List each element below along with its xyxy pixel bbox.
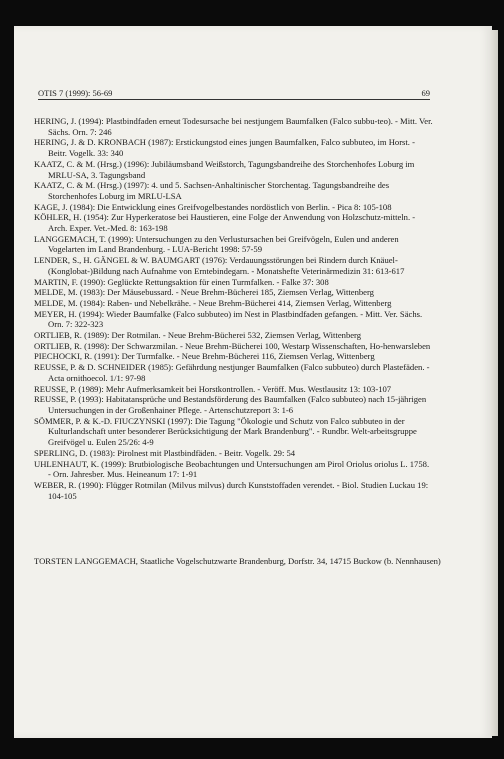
reference-entry: SÖMMER, P. & K.-D. FIUCZYNSKI (1997): Die Tagung "Ökologie und Schutz von Falco subbuteo in der Kulturlandschaft unter besonderer Berücksichtigung der Mark Brandenburg". - Rundbr. Welt-arbeitsgruppe Greifvögel u. Eulen 25/26: 4-9 <box>34 415 417 448</box>
reference-entry: LENDER, S., H. GÄNGEL & W. BAUMGART (1976): Verdauungsstörungen bei Rindern durch Knäuel-(Konglobat-)Bildung nach Aufnahme von Erntebindegarn. - Monatshefte Veterinärmedizin 31: 613-617 <box>34 255 405 276</box>
reference-entry: KAATZ, C. & M. (Hrsg.) (1996): Jubiläumsband Weißstorch, Tagungsbandreihe des Storchenhofes Loburg im MRLU-SA, 3. Tagungsband <box>34 158 415 180</box>
running-header <box>38 88 430 100</box>
reference-entry: REUSSE, P. & D. SCHNEIDER (1985): Gefährdung nestjunger Baumfalken (Falco subbuteo) durch Plastefäden. - Acta ornithoecol. 1/1: 97-98 <box>34 362 430 383</box>
reference-entry: HERING, J. (1994): Plastbindfaden erneut Todesursache bei nestjungem Baumfalken (Falco subbu-teo). - Mitt. Ver. Sächs. Orn. 7: 246 <box>34 116 433 137</box>
reference-entry: MELDE, M. (1983): Der Mäusebussard. - Neue Brehm-Bücherei 185, Ziemsen Verlag, Wittenberg <box>34 287 374 298</box>
reference-entry: SPERLING, D. (1983): Pirolnest mit Plastbindfäden. - Beitr. Vogelk. 29: 54 <box>34 447 296 458</box>
reference-list <box>34 116 434 501</box>
reference-entry: HERING, J. & D. KRONBACH (1987): Erstickungstod eines jungen Baumfalken, Falco subbuteo, im Horst. - Beitr. Vogelk. 33: 340 <box>34 137 415 159</box>
reference-entry: KÖHLER, H. (1954): Zur Hyperkeratose bei Haustieren, eine Folge der Anwendung von Holzschutz-mitteln. - Arch. Exper. Vet.-Med. 8: 163-198 <box>34 212 416 234</box>
reference-entry: MEYER, H. (1994): Wieder Baumfalke (Falco subbuteo) im Nest in Plastbindfaden gefangen. - Mitt. Ver. Sächs. Orn. 7: 322-323 <box>34 308 423 330</box>
author-address: TORSTEN LANGGEMACH, Staatliche Vogelschutzwarte Brandenburg, Dorfstr. 34, 14715 Buckow (b. Nennhausen) <box>34 556 441 566</box>
reference-entry: MARTIN, F. (1990): Geglückte Rettungsaktion für einen Turmfalken. - Falke 37: 308 <box>34 276 329 287</box>
reference-entry: ORTLIEB, R. (1989): Der Rotmilan. - Neue Brehm-Bücherei 532, Ziemsen Verlag, Wittenberg <box>34 330 362 341</box>
reference-entry: ORTLIEB, R. (1998): Der Schwarzmilan. - Neue Brehm-Bücherei 100, Westarp Wissenschaften, Ho-henwarsleben <box>34 340 431 351</box>
page-edge <box>490 30 498 736</box>
journal-citation: OTIS 7 (1999): 56-69 <box>38 88 113 98</box>
reference-entry: REUSSE, P. (1993): Habitatansprüche und Bestandsförderung des Baumfalken (Falco subbuteo) nach 15-jährigen Untersuchungen in der Großenhainer Pflege. - Artenschutzreport 3: 1-6 <box>34 394 427 415</box>
reference-entry: MELDE, M. (1984): Raben- und Nebelkrähe. - Neue Brehm-Bücherei 414, Ziemsen Verlag, Wittenberg <box>34 297 392 308</box>
page-number: 69 <box>421 88 430 98</box>
reference-entry: KAGE, J. (1984): Die Entwicklung eines Greifvogelbestandes nordöstlich von Berlin. - Pica 8: 105-108 <box>34 201 392 212</box>
reference-entry: REUSSE, P. (1989): Mehr Aufmerksamkeit bei Horstkontrollen. - Veröff. Mus. Westlausitz 13: 103-107 <box>34 383 392 394</box>
reference-entry: PIECHOCKI, R. (1991): Der Turmfalke. - Neue Brehm-Bücherei 116, Ziemsen Verlag, Wittenberg <box>34 351 375 362</box>
reference-entry: UHLENHAUT, K. (1999): Brutbiologische Beobachtungen und Untersuchungen am Pirol Oriolus oriolus L. 1758. - Orn. Jahresber. Mus. Heineanum 17: 1-91 <box>34 458 430 480</box>
reference-entry: KAATZ, C. & M. (Hrsg.) (1997): 4. und 5. Sachsen-Anhaltinischer Storchentag. Tagungsbandreihe des Storchenhofes Loburg im MRLU-LSA <box>34 180 390 201</box>
reference-entry: WEBER, R. (1990): Flügger Rotmilan (Milvus milvus) durch Kunststoffaden verendet. - Biol. Studien Luckau 19: 104-105 <box>34 479 429 501</box>
reference-entry: LANGGEMACH, T. (1999): Untersuchungen zu den Verlustursachen bei Greifvögeln, Eulen und anderen Vogelarten im Land Brandenburg. - LUA-Bericht 1998: 57-59 <box>34 233 399 255</box>
